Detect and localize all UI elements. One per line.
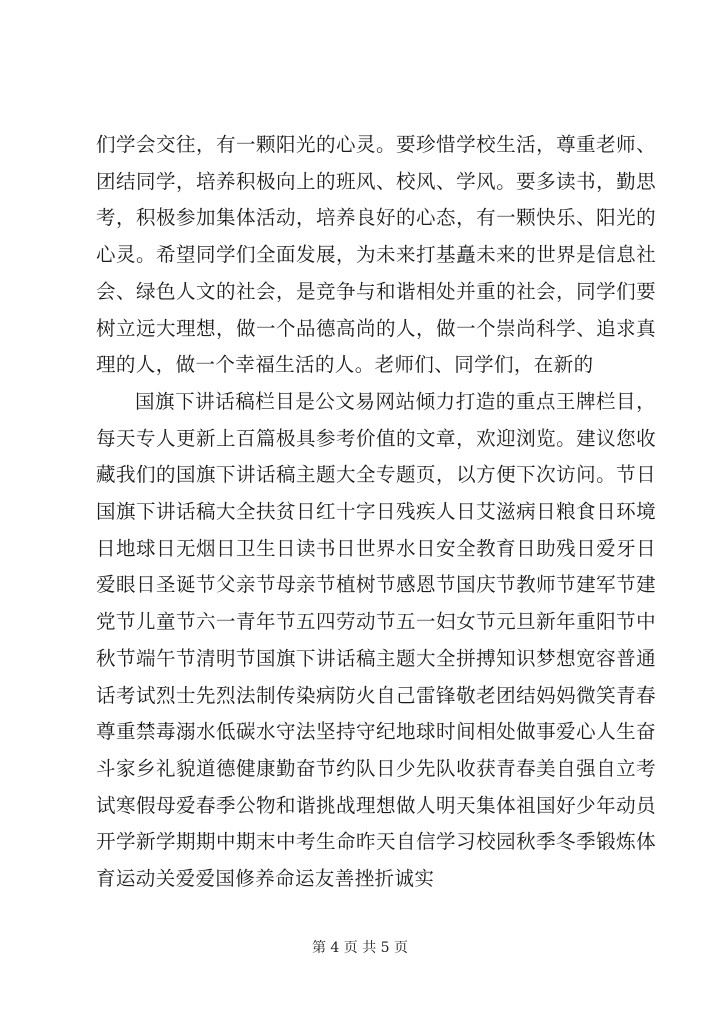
paragraph-column-intro: 国旗下讲话稿栏目是公文易网站倾力打造的重点王牌栏目，每天专人更新上百篇极具参考价值的文章，欢迎浏览。建议您收藏我们的国旗下讲话稿主题大全专题页，以方便下次访问。节日国旗下讲话稿大全扶贫日红十字日残疾人日艾滋病日粮食日环境日地球日无烟日卫生日读书日世界水日安全教育日助残日爱牙日爱眼日圣诞节父亲节母亲节植树节感恩节国庆节教师节建军节建党节儿童节六一青年节五四劳动节五一妇女节元旦新年重阳节中秋节端午节清明节国旗下讲话稿主题大全拼搏知识梦想宽容普通话考试烈士先烈法制传染病防火自己雷锋敬老团结妈妈微笑青春尊重禁毒溺水低碳水守法坚持守纪地球时间相处做事爱心人生奋斗家乡礼貌道德健康勤奋节约队日少先队收获青春美自强自立考试寒假母爱春季公物和谐挑战理想做人明天集体祖国好少年动员开学新学期期中期末中考生命昨天自信学习校园秋季冬季锻炼体育运动关爱爱国修养命运友善挫折诚实 — [96, 389, 656, 891]
page-number-footer: 第 4 页 共 5 页 — [311, 940, 409, 956]
document-body — [96, 127, 656, 898]
paragraph-continued: 们学会交往，有一颗阳光的心灵。要珍惜学校生活，尊重老师、团结同学，培养积极向上的班风、校风、学风。要多读书，勤思考，积极参加集体活动，培养良好的心态，有一颗快乐、阳光的心灵。希望同学们全面发展，为未来打基矗未来的世界是信息社会、绿色人文的社会，是竞争与和谐相处并重的社会，同学们要树立远大理想，做一个品德高尚的人，做一个崇尚科学、追求真理的人，做一个幸福生活的人。老师们、同学们，在新的 — [96, 133, 656, 377]
